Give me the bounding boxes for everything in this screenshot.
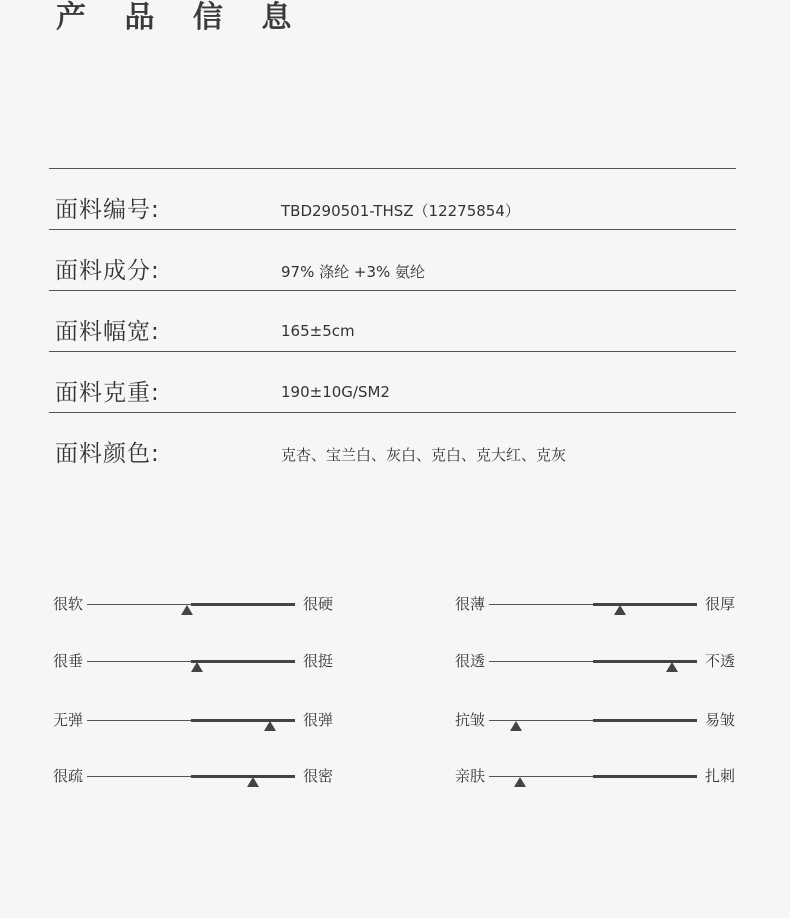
scale-right-label: 很弹 <box>303 711 334 729</box>
spec-value: 165±5cm <box>281 322 355 340</box>
scale-track-bold <box>191 775 295 778</box>
scale-right-label: 扎刺 <box>705 767 736 785</box>
scale-right-label: 很厚 <box>705 595 736 613</box>
spec-value: TBD290501-THSZ（12275854） <box>281 202 520 220</box>
scale-right-label: 很密 <box>303 767 334 785</box>
scale-track-bold <box>593 719 697 722</box>
scale-left-label: 很透 <box>455 652 486 670</box>
scale-left-label: 很软 <box>53 595 84 613</box>
scale-drape <box>53 651 338 681</box>
scale-marker-icon <box>247 777 259 787</box>
scale-right-label: 易皱 <box>705 711 736 729</box>
scale-left-label: 抗皱 <box>455 711 486 729</box>
spec-value: 190±10G/SM2 <box>281 383 390 401</box>
scale-track <box>87 776 191 777</box>
scale-left-label: 很薄 <box>455 595 486 613</box>
scale-transparency <box>455 651 740 681</box>
scale-marker-icon <box>510 721 522 731</box>
scale-marker-icon <box>614 605 626 615</box>
spec-label: 面料成分: <box>55 258 160 284</box>
spec-row-color <box>49 412 736 473</box>
scale-thickness <box>455 594 740 624</box>
scale-track-bold <box>191 719 295 722</box>
spec-value: 97% 涤纶 +3% 氨纶 <box>281 263 426 281</box>
scale-marker-icon <box>666 662 678 672</box>
scale-left-label: 很疏 <box>53 767 84 785</box>
spec-row-fabric-code <box>49 168 736 229</box>
page-title: 产 品 信 息 <box>56 0 306 35</box>
scale-right-label: 很硬 <box>303 595 334 613</box>
scale-track <box>87 720 191 721</box>
scale-skin-feel <box>455 766 740 796</box>
scale-track <box>489 720 593 721</box>
scale-left-label: 无弹 <box>53 711 84 729</box>
scale-track <box>87 661 191 662</box>
scale-left-label: 亲肤 <box>455 767 486 785</box>
spec-label: 面料颜色: <box>55 441 160 467</box>
scale-right-label: 很挺 <box>303 652 334 670</box>
scale-right-label: 不透 <box>705 652 736 670</box>
spec-label: 面料编号: <box>55 197 160 223</box>
scale-track-bold <box>593 775 697 778</box>
scale-track-bold <box>191 660 295 663</box>
scale-marker-icon <box>264 721 276 731</box>
scale-elasticity <box>53 710 338 740</box>
scale-track <box>489 776 593 777</box>
spec-table <box>49 168 736 473</box>
scale-track-bold <box>191 603 295 606</box>
scale-track <box>87 604 191 605</box>
spec-label: 面料克重: <box>55 380 160 406</box>
scale-marker-icon <box>191 662 203 672</box>
scale-left-label: 很垂 <box>53 652 84 670</box>
scale-density <box>53 766 338 796</box>
scale-softness <box>53 594 338 624</box>
spec-label: 面料幅宽: <box>55 319 160 345</box>
spec-value: 克杏、宝兰白、灰白、克白、克大红、克灰 <box>281 446 567 464</box>
scale-track-bold <box>593 603 697 606</box>
spec-row-weight <box>49 351 736 412</box>
scale-track <box>489 661 593 662</box>
scale-marker-icon <box>514 777 526 787</box>
scale-track <box>489 604 593 605</box>
scale-wrinkle <box>455 710 740 740</box>
scale-track-bold <box>593 660 697 663</box>
scale-marker-icon <box>181 605 193 615</box>
spec-row-composition <box>49 229 736 290</box>
spec-row-width <box>49 290 736 351</box>
